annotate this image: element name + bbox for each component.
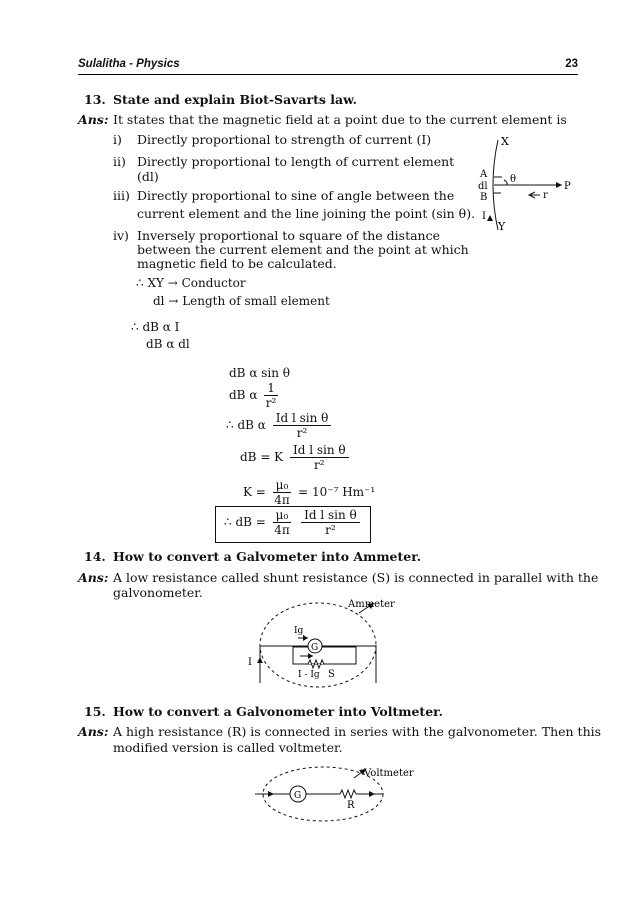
label-r: R: [347, 800, 355, 811]
biot-savart-diagram: [470, 130, 580, 240]
q15-question: How to convert a Galvonometer into Voltmeter.: [113, 704, 443, 719]
q13-prop-length: dB α dl: [146, 337, 190, 351]
label-b: B: [480, 192, 488, 203]
q13-eq-k-value: [243, 478, 375, 507]
label-ammeter: Ammeter: [348, 599, 395, 610]
fraction: [290, 443, 349, 472]
current-arrow-up: [257, 657, 263, 663]
q13-eq-sin: dB α sin θ: [229, 366, 290, 380]
label-dl: dl: [478, 181, 488, 192]
q13-point-2-text2: (dl): [137, 169, 159, 184]
q14-question: How to convert a Galvometer into Ammeter.: [113, 549, 422, 564]
fraction: [273, 411, 332, 440]
label-x: X: [501, 135, 509, 148]
theta-arc: [504, 180, 507, 185]
page-header: [78, 58, 578, 70]
q13-point-2-num: ii): [113, 154, 126, 169]
q13-point-3-text2: current element and the line joining the point (sin θ).: [137, 206, 476, 221]
q13-point-3-text: Directly proportional to sine of angle between the: [137, 188, 455, 203]
eq-lhs: ∴ dB =: [224, 515, 266, 529]
fraction: [301, 508, 360, 537]
page-number: 23: [565, 58, 578, 70]
eq-lhs: dB = K: [240, 450, 284, 464]
label-s: S: [328, 669, 335, 680]
numerator: μ₀: [273, 478, 292, 493]
ig-arrow-head: [303, 635, 308, 641]
q14-line-1: A low resistance called shunt resistance (S) is connected in parallel with the: [113, 570, 599, 585]
q13-eq-final: [224, 508, 363, 537]
q13-point-2-text: Directly proportional to length of current element: [137, 154, 455, 169]
fraction: [273, 508, 292, 537]
numerator: μ₀: [273, 508, 292, 523]
label-p: P: [564, 181, 571, 192]
q13-point-4-text2: between the current element and the point at which: [137, 242, 469, 257]
q13-point-1-text: Directly proportional to strength of current (I): [137, 132, 432, 147]
q15-line-1: A high resistance (R) is connected in series with the galvonometer. Then this: [113, 724, 602, 739]
q15-line-2: modified version is called voltmeter.: [113, 740, 343, 755]
label-r: r: [543, 190, 548, 201]
fraction: [273, 478, 292, 507]
q13-number: 13.: [84, 92, 106, 107]
denominator: 4π: [274, 523, 290, 537]
label-g: G: [311, 643, 319, 653]
left-arrow: [268, 791, 274, 797]
q13-eq-constant: [240, 443, 352, 472]
denominator: r²: [265, 396, 277, 410]
ammeter-diagram: [240, 595, 410, 690]
denominator: r²: [314, 458, 325, 472]
q14-number: 14.: [84, 549, 106, 564]
q13-point-4-text: Inversely proportional to square of the distance: [137, 228, 440, 243]
numerator: Id l sin θ: [273, 411, 332, 426]
eq-lhs: dB α: [229, 388, 258, 402]
q14-line-2: galvonometer.: [113, 585, 203, 600]
q13-question: State and explain Biot-Savarts law.: [113, 92, 357, 107]
numerator: Id l sin θ: [301, 508, 360, 523]
current-arrow: [487, 215, 493, 221]
label-theta: θ: [510, 174, 517, 185]
denominator: r²: [325, 523, 336, 537]
label-voltmeter: Voltmeter: [364, 768, 414, 779]
q13-prop-current: ∴ dB α I: [131, 320, 180, 334]
shunt-resistor-icon: [308, 660, 324, 668]
q13-point-1-num: i): [113, 132, 122, 147]
q13-point-4-num: iv): [113, 228, 129, 243]
eq-lhs: K =: [243, 485, 266, 499]
label-i: I: [248, 657, 252, 668]
header-title: Sulalitha - Physics: [78, 58, 180, 70]
right-arrow: [369, 791, 375, 797]
q13-point-4-text3: magnetic field to be calculated.: [137, 256, 337, 271]
shunt-arrow-head: [308, 653, 313, 659]
label-g: G: [294, 791, 302, 801]
label-ig: Ig: [294, 626, 304, 636]
label-i: I: [482, 211, 486, 222]
radius-arrow: [556, 182, 562, 188]
denominator: 4π: [274, 493, 290, 507]
q13-where-dl: dl → Length of small element: [153, 294, 330, 308]
q13-eq-inverse-square: [229, 381, 281, 410]
numerator: 1: [264, 381, 278, 396]
q14-ans-label: Ans:: [78, 570, 109, 585]
q15-number: 15.: [84, 704, 106, 719]
q13-ans-label: Ans:: [78, 112, 109, 127]
numerator: Id l sin θ: [290, 443, 349, 458]
header-rule: [78, 74, 578, 75]
eq-lhs: ∴ dB α: [226, 418, 266, 432]
denominator: r²: [296, 426, 308, 440]
q13-point-3-num: iii): [113, 188, 130, 203]
label-y: Y: [498, 220, 506, 233]
fraction: [264, 381, 278, 410]
q13-eq-combined: [226, 411, 334, 440]
label-a: A: [480, 169, 488, 180]
voltmeter-diagram: [250, 760, 430, 830]
q13-intro: It states that the magnetic field at a point due to the current element is: [113, 112, 567, 127]
q15-ans-label: Ans:: [78, 724, 109, 739]
resistor-icon: [340, 790, 356, 798]
eq-rhs: = 10⁻⁷ Hm⁻¹: [298, 485, 376, 499]
q13-where-xy: ∴ XY → Conductor: [136, 276, 246, 290]
label-i-minus-ig: I - Ig: [298, 670, 320, 680]
